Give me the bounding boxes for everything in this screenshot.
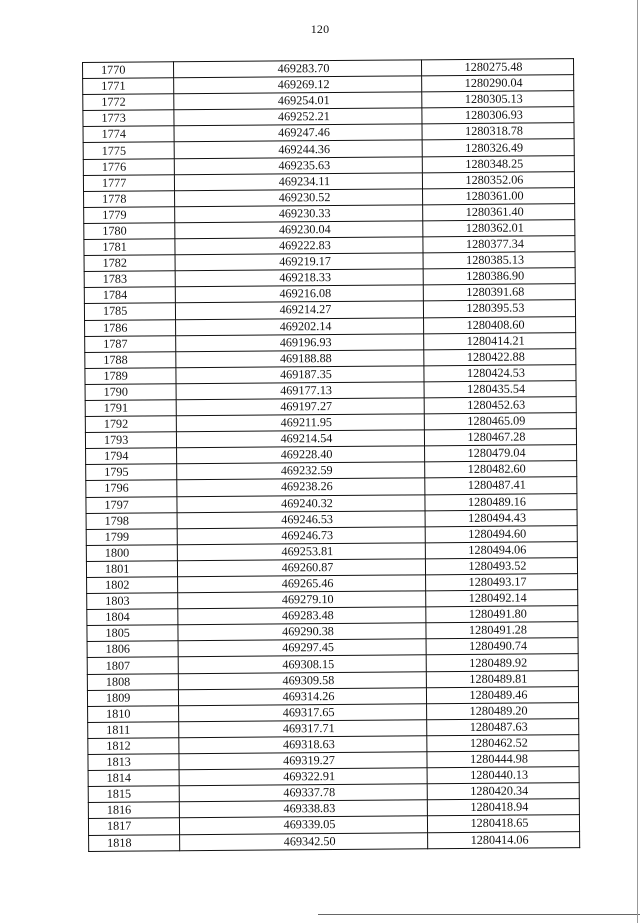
point-number-cell: 1781 xyxy=(84,239,175,256)
point-number-cell: 1788 xyxy=(85,351,176,368)
point-number-cell: 1808 xyxy=(87,673,178,690)
x-coordinate-cell: 469216.08 xyxy=(175,285,423,303)
x-coordinate-cell: 469202.14 xyxy=(176,317,424,335)
y-coordinate-cell: 1280494.43 xyxy=(425,509,577,526)
point-number-cell: 1792 xyxy=(85,416,176,433)
point-number-cell: 1800 xyxy=(86,545,177,562)
x-coordinate-cell: 469269.12 xyxy=(174,76,422,94)
y-coordinate-cell: 1280326.49 xyxy=(422,139,574,156)
point-number-cell: 1775 xyxy=(83,142,174,159)
point-number-cell: 1793 xyxy=(85,432,176,449)
point-number-cell: 1780 xyxy=(84,223,175,240)
x-coordinate-cell: 469252.21 xyxy=(174,108,422,126)
y-coordinate-cell: 1280490.74 xyxy=(426,638,578,655)
coordinates-table-wrapper xyxy=(82,58,538,851)
y-coordinate-cell: 1280275.48 xyxy=(421,59,573,76)
point-number-cell: 1790 xyxy=(85,384,176,401)
y-coordinate-cell: 1280494.06 xyxy=(425,541,577,558)
x-coordinate-cell: 469219.17 xyxy=(175,253,423,271)
x-coordinate-cell: 469297.45 xyxy=(178,639,426,657)
x-coordinate-cell: 469337.78 xyxy=(179,784,427,802)
x-coordinate-cell: 469228.40 xyxy=(177,446,425,464)
point-number-cell: 1795 xyxy=(86,464,177,481)
point-number-cell: 1810 xyxy=(88,706,179,723)
x-coordinate-cell: 469232.59 xyxy=(177,462,425,480)
x-coordinate-cell: 469265.46 xyxy=(178,575,426,593)
x-coordinate-cell: 469253.81 xyxy=(177,543,425,561)
point-number-cell: 1779 xyxy=(84,207,175,224)
point-number-cell: 1817 xyxy=(88,818,179,835)
x-coordinate-cell: 469283.70 xyxy=(174,60,422,78)
point-number-cell: 1815 xyxy=(88,786,179,803)
scan-side-edge xyxy=(637,0,638,923)
y-coordinate-cell: 1280489.92 xyxy=(426,654,578,671)
point-number-cell: 1776 xyxy=(83,158,174,175)
y-coordinate-cell: 1280489.20 xyxy=(427,702,579,719)
x-coordinate-cell: 469317.71 xyxy=(179,720,427,738)
point-number-cell: 1778 xyxy=(84,191,175,208)
point-number-cell: 1807 xyxy=(87,657,178,674)
point-number-cell: 1783 xyxy=(84,271,175,288)
x-coordinate-cell: 469317.65 xyxy=(179,704,427,722)
point-number-cell: 1804 xyxy=(87,609,178,626)
x-coordinate-cell: 469342.50 xyxy=(180,832,428,850)
y-coordinate-cell: 1280435.54 xyxy=(424,381,576,398)
point-number-cell: 1802 xyxy=(87,577,178,594)
y-coordinate-cell: 1280491.80 xyxy=(426,606,578,623)
y-coordinate-cell: 1280290.04 xyxy=(422,75,574,92)
y-coordinate-cell: 1280467.28 xyxy=(424,429,576,446)
point-number-cell: 1812 xyxy=(88,738,179,755)
point-number-cell: 1787 xyxy=(85,335,176,352)
y-coordinate-cell: 1280305.13 xyxy=(422,91,574,108)
x-coordinate-cell: 469238.26 xyxy=(177,478,425,496)
point-number-cell: 1791 xyxy=(85,400,176,417)
point-number-cell: 1777 xyxy=(83,174,174,191)
y-coordinate-cell: 1280361.00 xyxy=(423,187,575,204)
x-coordinate-cell: 469214.54 xyxy=(176,430,424,448)
point-number-cell: 1814 xyxy=(88,770,179,787)
y-coordinate-cell: 1280465.09 xyxy=(424,413,576,430)
point-number-cell: 1798 xyxy=(86,512,177,529)
x-coordinate-cell: 469234.11 xyxy=(174,172,422,190)
x-coordinate-cell: 469177.13 xyxy=(176,382,424,400)
point-number-cell: 1801 xyxy=(86,561,177,578)
x-coordinate-cell: 469197.27 xyxy=(176,398,424,416)
point-number-cell: 1796 xyxy=(86,480,177,497)
y-coordinate-cell: 1280487.41 xyxy=(425,477,577,494)
y-coordinate-cell: 1280348.25 xyxy=(422,155,574,172)
x-coordinate-cell: 469283.48 xyxy=(178,607,426,625)
point-number-cell: 1772 xyxy=(83,94,174,111)
point-number-cell: 1786 xyxy=(85,319,176,336)
y-coordinate-cell: 1280385.13 xyxy=(423,252,575,269)
x-coordinate-cell: 469222.83 xyxy=(175,237,423,255)
point-number-cell: 1799 xyxy=(86,528,177,545)
point-number-cell: 1805 xyxy=(87,625,178,642)
point-number-cell: 1816 xyxy=(88,802,179,819)
point-number-cell: 1789 xyxy=(85,368,176,385)
x-coordinate-cell: 469246.53 xyxy=(177,510,425,528)
point-number-cell: 1785 xyxy=(84,303,175,320)
y-coordinate-cell: 1280318.78 xyxy=(422,123,574,140)
x-coordinate-cell: 469319.27 xyxy=(179,752,427,770)
x-coordinate-cell: 469244.36 xyxy=(174,140,422,158)
point-number-cell: 1797 xyxy=(86,496,177,513)
y-coordinate-cell: 1280494.60 xyxy=(425,525,577,542)
point-number-cell: 1773 xyxy=(83,110,174,127)
y-coordinate-cell: 1280362.01 xyxy=(423,220,575,237)
point-number-cell: 1809 xyxy=(87,689,178,706)
point-number-cell: 1771 xyxy=(83,78,174,95)
y-coordinate-cell: 1280482.60 xyxy=(425,461,577,478)
x-coordinate-cell: 469240.32 xyxy=(177,494,425,512)
x-coordinate-cell: 469230.33 xyxy=(175,205,423,223)
y-coordinate-cell: 1280491.28 xyxy=(426,622,578,639)
y-coordinate-cell: 1280489.46 xyxy=(426,686,578,703)
x-coordinate-cell: 469211.95 xyxy=(176,414,424,432)
point-number-cell: 1794 xyxy=(86,448,177,465)
x-coordinate-cell: 469188.88 xyxy=(176,350,424,368)
point-number-cell: 1818 xyxy=(89,834,180,851)
x-coordinate-cell: 469196.93 xyxy=(176,333,424,351)
y-coordinate-cell: 1280395.53 xyxy=(423,300,575,317)
y-coordinate-cell: 1280361.40 xyxy=(423,203,575,220)
point-number-cell: 1806 xyxy=(87,641,178,658)
x-coordinate-cell: 469187.35 xyxy=(176,366,424,384)
x-coordinate-cell: 469309.58 xyxy=(178,671,426,689)
y-coordinate-cell: 1280420.34 xyxy=(427,783,579,800)
y-coordinate-cell: 1280444.98 xyxy=(427,751,579,768)
y-coordinate-cell: 1280487.63 xyxy=(427,718,579,735)
point-number-cell: 1811 xyxy=(88,722,179,739)
y-coordinate-cell: 1280422.88 xyxy=(424,348,576,365)
x-coordinate-cell: 469290.38 xyxy=(178,623,426,641)
x-coordinate-cell: 469308.15 xyxy=(178,655,426,673)
y-coordinate-cell: 1280418.94 xyxy=(427,799,579,816)
y-coordinate-cell: 1280414.21 xyxy=(424,332,576,349)
x-coordinate-cell: 469318.63 xyxy=(179,736,427,754)
x-coordinate-cell: 469260.87 xyxy=(177,559,425,577)
coordinates-table xyxy=(82,58,580,851)
x-coordinate-cell: 469322.91 xyxy=(179,768,427,786)
coordinates-table-body xyxy=(83,59,580,851)
page-number: 120 xyxy=(310,22,330,36)
x-coordinate-cell: 469235.63 xyxy=(174,156,422,174)
x-coordinate-cell: 469279.10 xyxy=(178,591,426,609)
point-number-cell: 1770 xyxy=(83,62,174,79)
y-coordinate-cell: 1280418.65 xyxy=(427,815,579,832)
scan-edge-line xyxy=(318,914,640,915)
y-coordinate-cell: 1280493.17 xyxy=(426,574,578,591)
y-coordinate-cell: 1280408.60 xyxy=(424,316,576,333)
y-coordinate-cell: 1280440.13 xyxy=(427,767,579,784)
y-coordinate-cell: 1280492.14 xyxy=(426,590,578,607)
y-coordinate-cell: 1280489.81 xyxy=(426,670,578,687)
y-coordinate-cell: 1280386.90 xyxy=(423,268,575,285)
y-coordinate-cell: 1280462.52 xyxy=(427,735,579,752)
y-coordinate-cell: 1280452.63 xyxy=(424,397,576,414)
y-coordinate-cell: 1280352.06 xyxy=(422,171,574,188)
y-coordinate-cell: 1280391.68 xyxy=(423,284,575,301)
x-coordinate-cell: 469230.52 xyxy=(175,189,423,207)
y-coordinate-cell: 1280306.93 xyxy=(422,107,574,124)
x-coordinate-cell: 469339.05 xyxy=(179,816,427,834)
x-coordinate-cell: 469230.04 xyxy=(175,221,423,239)
point-number-cell: 1774 xyxy=(83,126,174,143)
point-number-cell: 1782 xyxy=(84,255,175,272)
x-coordinate-cell: 469218.33 xyxy=(175,269,423,287)
x-coordinate-cell: 469246.73 xyxy=(177,527,425,545)
y-coordinate-cell: 1280493.52 xyxy=(425,558,577,575)
y-coordinate-cell: 1280377.34 xyxy=(423,236,575,253)
point-number-cell: 1803 xyxy=(87,593,178,610)
y-coordinate-cell: 1280479.04 xyxy=(425,445,577,462)
x-coordinate-cell: 469247.46 xyxy=(174,124,422,142)
x-coordinate-cell: 469314.26 xyxy=(178,687,426,705)
x-coordinate-cell: 469214.27 xyxy=(175,301,423,319)
table-row xyxy=(89,831,580,851)
x-coordinate-cell: 469254.01 xyxy=(174,92,422,110)
point-number-cell: 1784 xyxy=(84,287,175,304)
y-coordinate-cell: 1280414.06 xyxy=(428,831,580,848)
x-coordinate-cell: 469338.83 xyxy=(179,800,427,818)
y-coordinate-cell: 1280424.53 xyxy=(424,364,576,381)
point-number-cell: 1813 xyxy=(88,754,179,771)
y-coordinate-cell: 1280489.16 xyxy=(425,493,577,510)
